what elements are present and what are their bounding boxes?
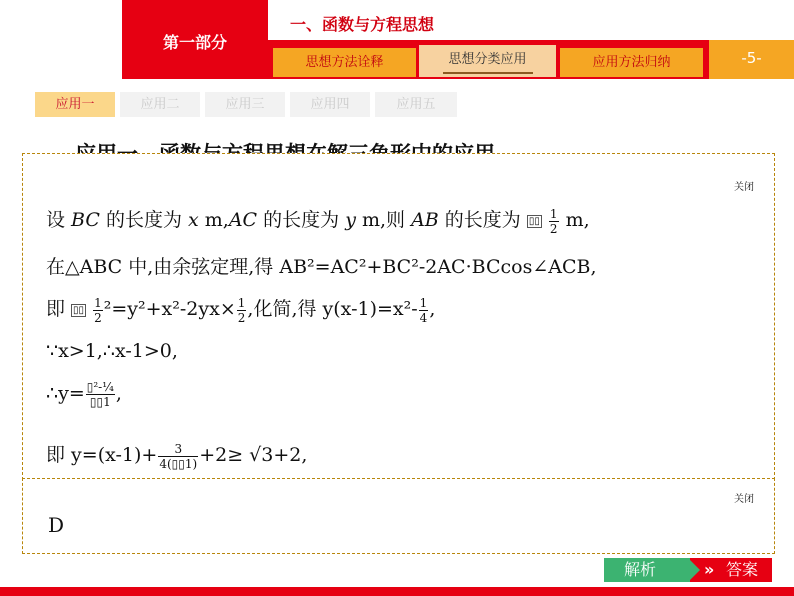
denominator: 4(▯▯1): [159, 456, 198, 471]
numerator: 1: [549, 206, 558, 221]
arrow-right-icon: [688, 558, 700, 582]
text: 的长度为: [438, 209, 527, 231]
solution-line-6: [46, 440, 307, 471]
numerator: 1: [419, 295, 428, 310]
solution-line-2: 在△ABC 中,由余弦定理,得 AB²=AC²+BC²-2AC·BCcos∠ACB,: [46, 256, 597, 278]
close-answer-button[interactable]: 关闭: [734, 494, 754, 505]
fraction: [237, 296, 247, 325]
active-tab-underline: [443, 72, 533, 74]
numerator: 1: [237, 295, 246, 310]
text: 的长度为: [257, 209, 346, 231]
text: 即 y=(x-1)+: [46, 444, 158, 466]
page-number: -5-: [741, 49, 762, 67]
text: ∴y=: [46, 382, 85, 405]
text: m,: [565, 209, 590, 231]
solution-line-1: [46, 205, 590, 236]
answer-value: D: [48, 513, 65, 537]
missing-glyph-icon: ▯▯: [73, 304, 85, 316]
part-label: 第一部分: [162, 33, 227, 52]
text: m,则: [355, 209, 412, 231]
section-title: 一、函数与方程思想: [290, 15, 435, 34]
text: m,: [198, 209, 229, 231]
tab-method-explanation[interactable]: 思想方法诠释: [273, 48, 416, 77]
fraction: [549, 207, 559, 236]
numerator: ▯²-¼: [86, 380, 114, 394]
app-tab-1[interactable]: 应用一: [35, 92, 115, 117]
var-y: y: [345, 209, 356, 231]
var-ab: AB: [411, 209, 439, 231]
text: +2≥ √3+2,: [199, 444, 308, 466]
fraction: [158, 442, 198, 471]
text: ,化简,得 y(x-1)=x²-: [247, 298, 418, 320]
denominator: 2: [549, 221, 558, 236]
app-tab-5[interactable]: 应用五: [375, 92, 457, 117]
denominator: 2: [94, 310, 102, 325]
text: ²=y²+x²-2yx×: [103, 298, 236, 320]
text: 设: [46, 209, 72, 231]
numerator: 3: [158, 442, 198, 457]
var-ac: AC: [228, 209, 258, 231]
text: ,: [115, 382, 122, 405]
text: 即: [46, 298, 72, 320]
app-tab-2[interactable]: 应用二: [120, 92, 200, 117]
text: 的长度为: [99, 209, 188, 231]
answer-button[interactable]: 答案: [690, 558, 772, 582]
var-bc: BC: [71, 209, 100, 231]
solution-line-5: [46, 380, 122, 409]
answer-panel: [22, 478, 775, 554]
double-chevron-icon: »: [704, 560, 715, 579]
app-tab-3[interactable]: 应用三: [205, 92, 285, 117]
tab-classified-application[interactable]: 思想分类应用: [419, 45, 556, 77]
text: ,: [429, 298, 436, 320]
app-tab-4[interactable]: 应用四: [290, 92, 370, 117]
fraction: [419, 296, 429, 325]
numerator: 1: [94, 295, 102, 310]
solution-line-3: [46, 294, 435, 325]
denominator: 2: [237, 310, 246, 325]
analysis-button[interactable]: 解析: [604, 558, 690, 582]
fraction: [93, 296, 103, 325]
denominator: ▯▯1: [89, 395, 111, 409]
solution-line-4: ∵x>1,∴x-1>0,: [46, 340, 178, 362]
missing-glyph-icon: ▯▯: [528, 215, 540, 227]
var-x: x: [188, 209, 199, 231]
denominator: 4: [419, 310, 428, 325]
fraction: [86, 380, 115, 409]
close-solution-button[interactable]: 关闭: [734, 182, 754, 193]
footer-red-line: [0, 587, 794, 596]
tab-method-summary[interactable]: 应用方法归纳: [560, 48, 703, 77]
